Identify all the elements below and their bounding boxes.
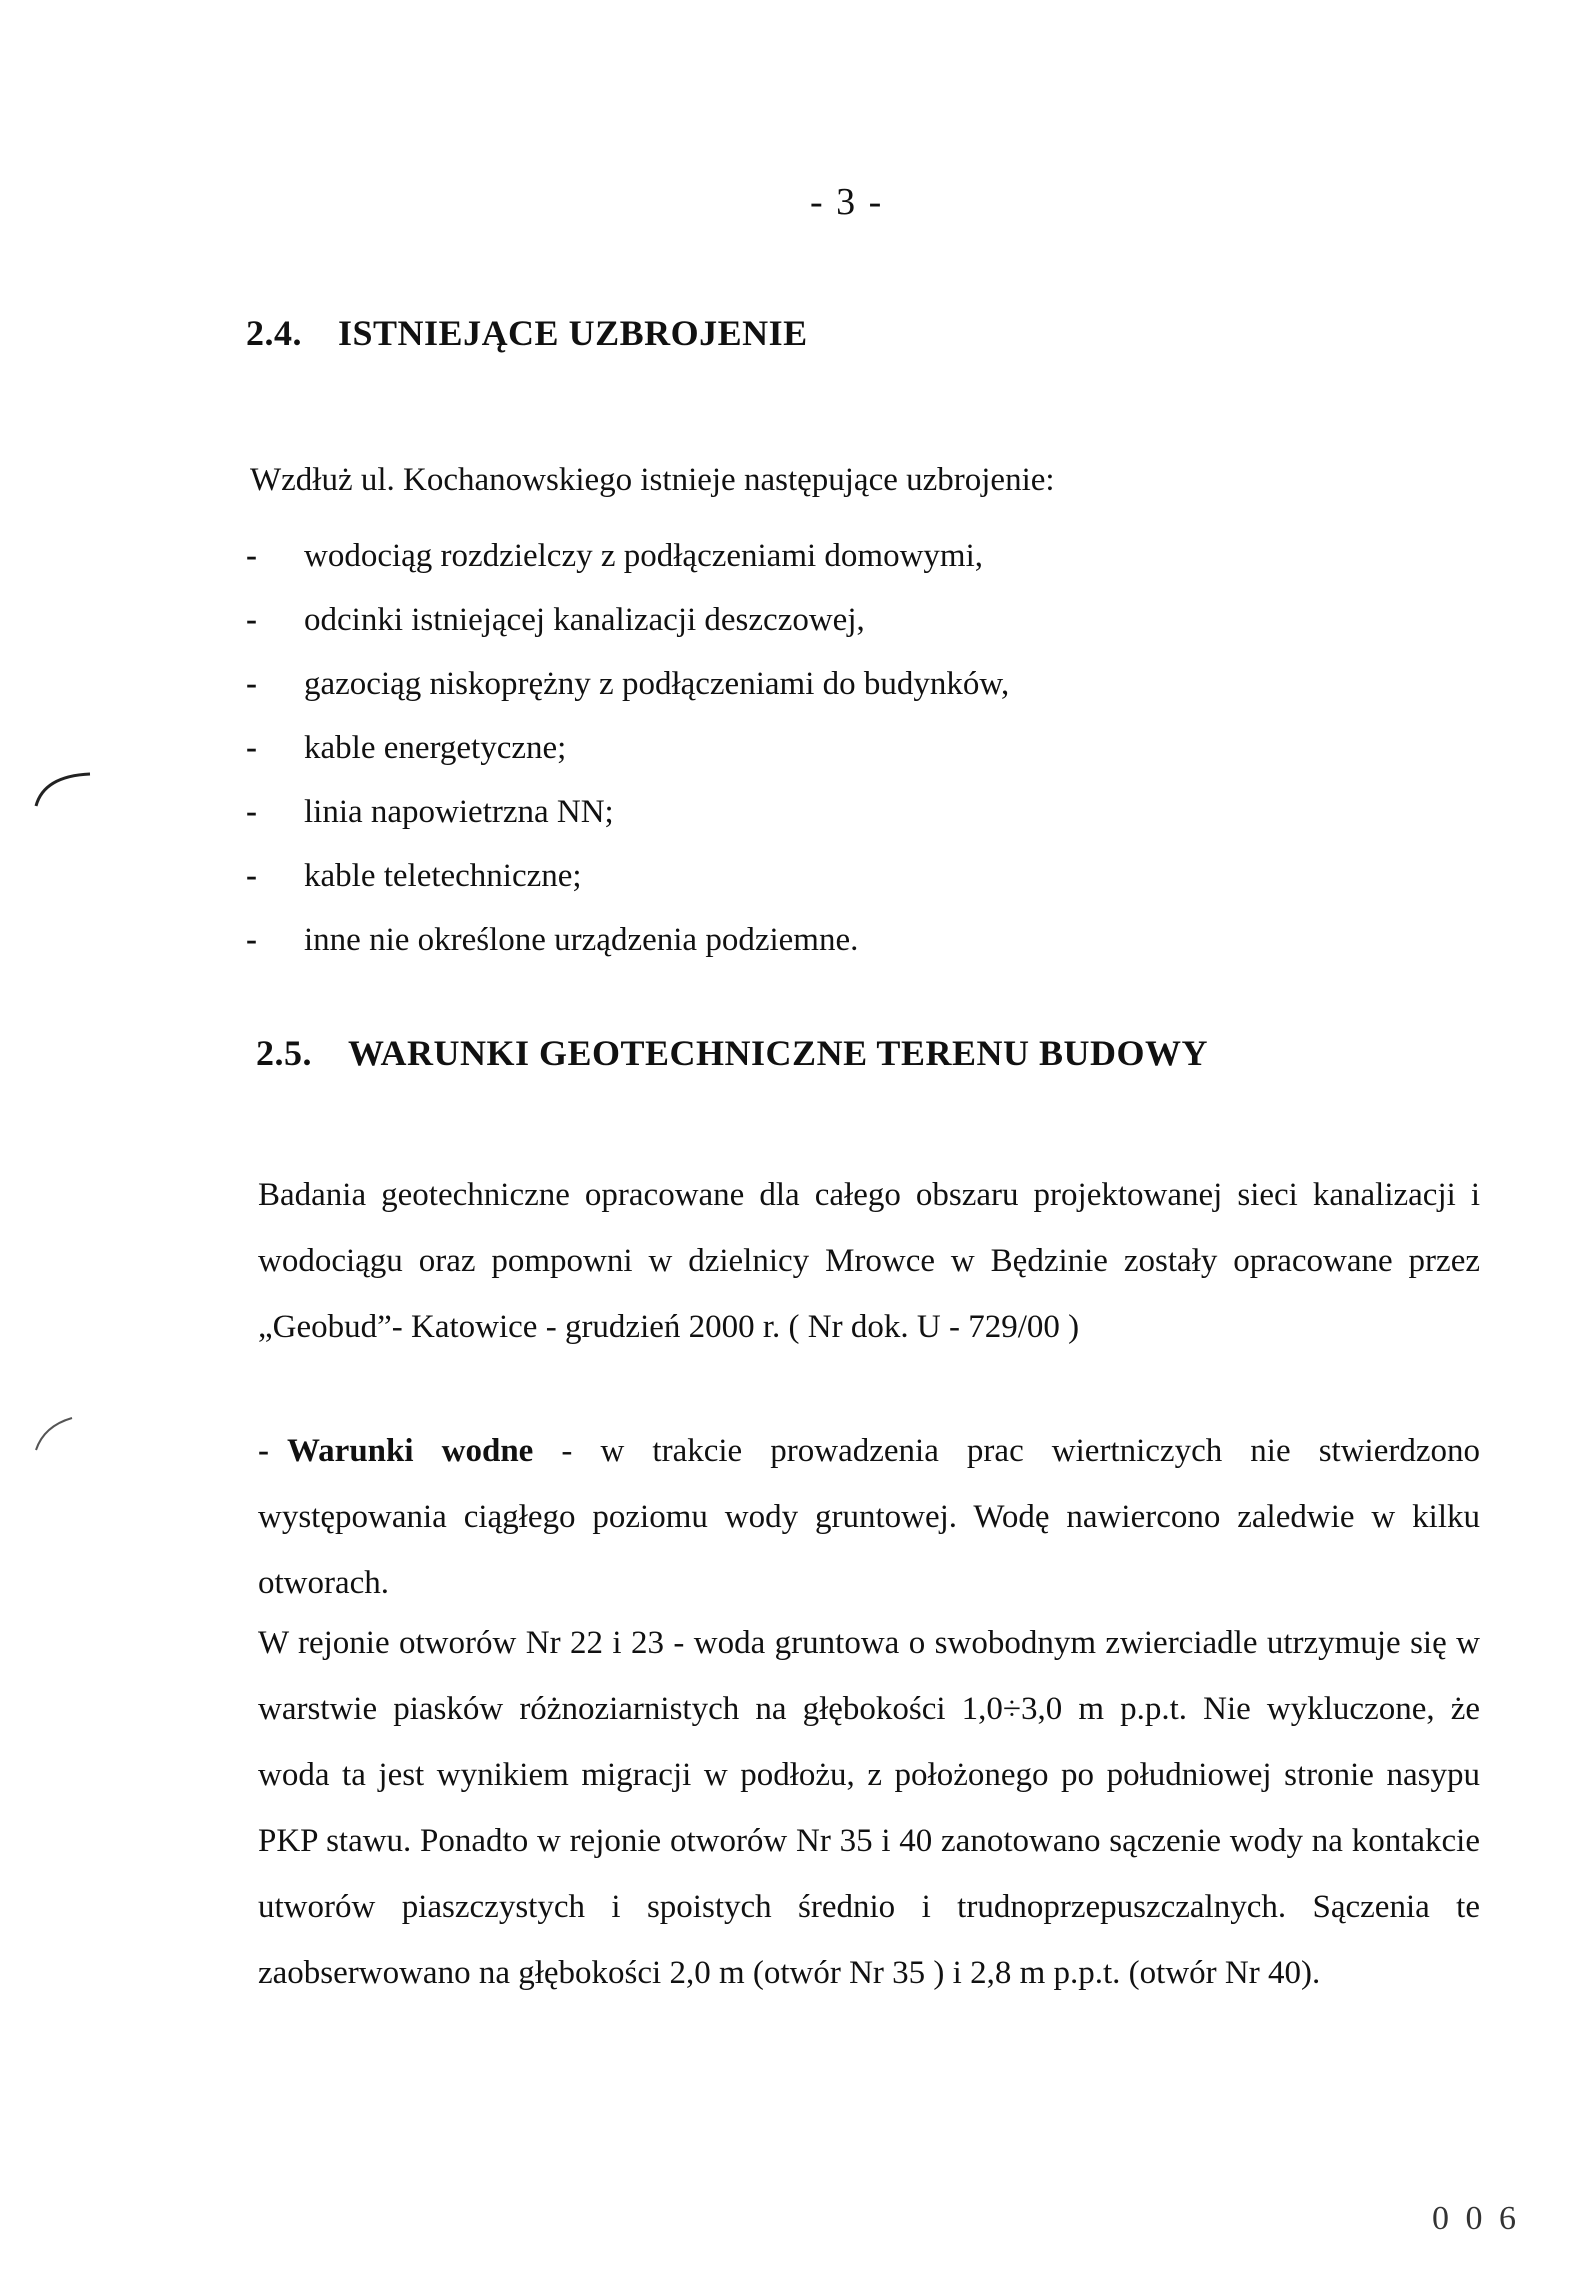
list-item: - inne nie określone urządzenia podziemne. <box>246 922 859 958</box>
scan-margin-mark <box>34 768 92 808</box>
section-heading-2-5 <box>256 1032 1208 1074</box>
scan-margin-mark <box>34 1414 74 1454</box>
section-title: ISTNIEJĄCE UZBROJENIE <box>338 313 808 353</box>
page-number: - 3 - <box>810 181 884 223</box>
list-item: - gazociąg niskoprężny z podłączeniami do budynków, <box>246 666 1010 702</box>
section-intro: Wzdłuż ul. Kochanowskiego istnieje następujące uzbrojenie: <box>250 462 1055 498</box>
section-title: WARUNKI GEOTECHNICZNE TERENU BUDOWY <box>348 1033 1208 1073</box>
utilities-list <box>246 524 1009 972</box>
page-stamp: 0 0 6 <box>1432 2200 1520 2237</box>
paragraph-water-conditions: - Warunki wodne - w trakcie prowadzenia prac wiertniczych nie stwierdzono występowania ciągłego poziomu wody gruntowej. Wodę nawiercono zaledwie w kilku otworach. <box>258 1433 1480 1601</box>
section-number: 2.4. <box>246 313 302 353</box>
list-item: - kable teletechniczne; <box>246 858 582 894</box>
paragraph-groundwater: W rejonie otworów Nr 22 i 23 - woda gruntowa o swobodnym zwierciadle utrzymuje się w warstwie piasków różnoziarnistych na głębokości 1,0÷3,0 m p.p.t. Nie wykluczone, że woda ta jest wynikiem migracji w podłożu, z położonego po południowej stronie nasypu PKP stawu. Ponadto w rejonie otworów Nr 35 i 40 zanotowano sączenie wody na kontakcie utworów piaszczystych i spoistych średnio i trudnoprzepuszczalnych. Sączenia te zaobserwowano na głębokości 2,0 m (otwór Nr 35 ) i 2,8 m p.p.t. (otwór Nr 40). <box>258 1625 1480 1991</box>
list-item: - wodociąg rozdzielczy z podłączeniami domowymi, <box>246 538 983 574</box>
list-item: - odcinki istniejącej kanalizacji deszczowej, <box>246 602 865 638</box>
list-item: - kable energetyczne; <box>246 730 567 766</box>
section-heading-2-4 <box>246 312 808 354</box>
water-conditions-label: Warunki wodne <box>287 1433 534 1469</box>
water-conditions-text: - w trakcie prowadzenia prac wiertniczych nie stwierdzono występowania ciągłego poziomu wody gruntowej. Wodę nawiercono zaledwie w kilku otworach. <box>258 1433 1480 1601</box>
section-number: 2.5. <box>256 1033 312 1073</box>
paragraph-geotech-study: Badania geotechniczne opracowane dla całego obszaru projektowanej sieci kanalizacji i wodociągu oraz pompowni w dzielnicy Mrowce w Będzinie zostały opracowane przez „Geobud”- Katowice - grudzień 2000 r. ( Nr dok. U - 729/00 ) <box>258 1177 1480 1345</box>
list-item: - linia napowietrzna NN; <box>246 794 614 830</box>
